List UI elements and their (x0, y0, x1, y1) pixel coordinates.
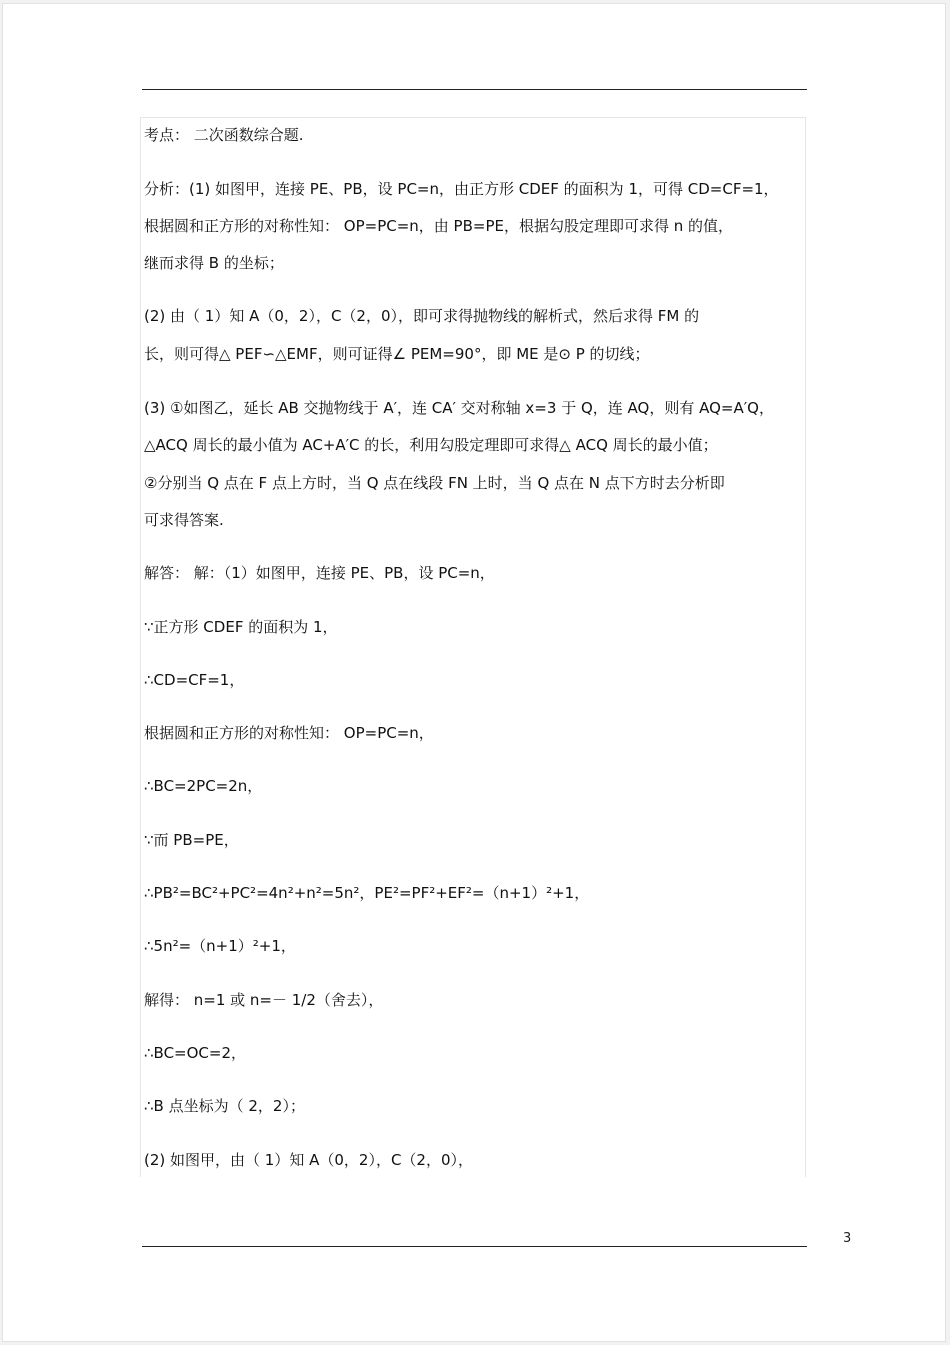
text-line-solution-1: 解答： 解：（1）如图甲，连接 PE、PB，设 PC=n， (144, 564, 495, 582)
text-line-analysis-8: ②分别当 Q 点在 F 点上方时，当 Q 点在线段 FN 上时，当 Q 点在 N 点下方时去分析即 (144, 474, 725, 492)
text-line-solution-2: ∵正方形 CDEF 的面积为 1， (144, 618, 338, 636)
text-line-analysis-5: 长，则可得△ PEF∽△EMF，则可证得∠ PEM=90°，即 ME 是⊙ P 的切线； (144, 345, 650, 363)
solution-box (140, 117, 806, 1177)
text-line-solution-3: ∴CD=CF=1， (144, 671, 245, 689)
text-line-analysis-7: △ACQ 周长的最小值为 AC+A′C 的长，利用勾股定理即可求得△ ACQ 周长的最小值； (144, 436, 718, 454)
text-line-solution-6: ∵而 PB=PE， (144, 831, 239, 849)
text-line-analysis-1: 分析：(1) 如图甲，连接 PE、PB，设 PC=n，由正方形 CDEF 的面积为 1，可得 CD=CF=1， (144, 180, 779, 198)
text-line-solution-8: ∴5n²=（n+1）²+1， (144, 937, 296, 955)
text-line-solution-7: ∴PB²=BC²+PC²=4n²+n²=5n²，PE²=PF²+EF²=（n+1）²+1， (144, 884, 590, 902)
text-line-analysis-2: 根据圆和正方形的对称性知： OP=PC=n，由 PB=PE，根据勾股定理即可求得 n 的值， (144, 217, 734, 235)
text-line-analysis-9: 可求得答案. (144, 511, 224, 529)
text-line-analysis-6: (3) ①如图乙，延长 AB 交抛物线于 A′，连 CA′ 交对称轴 x=3 于 Q，连 AQ，则有 AQ=A′Q， (144, 399, 774, 417)
text-line-solution-10: ∴BC=OC=2， (144, 1044, 247, 1062)
text-line-solution-11: ∴B 点坐标为（ 2，2）； (144, 1097, 305, 1115)
text-line-analysis-3: 继而求得 B 的坐标； (144, 254, 284, 272)
header-rule (142, 89, 807, 90)
text-line-solution-5: ∴BC=2PC=2n， (144, 777, 263, 795)
page-number: 3 (843, 1231, 852, 1246)
text-line-analysis-4: (2) 由（ 1）知 A（0，2），C（2，0），即可求得抛物线的解析式，然后求得 FM 的 (144, 307, 700, 325)
text-line-solution-9: 解得： n=1 或 n=－ 1/2（舍去）， (144, 991, 384, 1009)
text-line-solution-12: (2) 如图甲，由（ 1）知 A（0，2），C（2，0）， (144, 1151, 474, 1169)
text-line-solution-4: 根据圆和正方形的对称性知： OP=PC=n， (144, 724, 434, 742)
footer-rule (142, 1246, 807, 1247)
text-line-kaodian: 考点： 二次函数综合题. (144, 126, 304, 144)
